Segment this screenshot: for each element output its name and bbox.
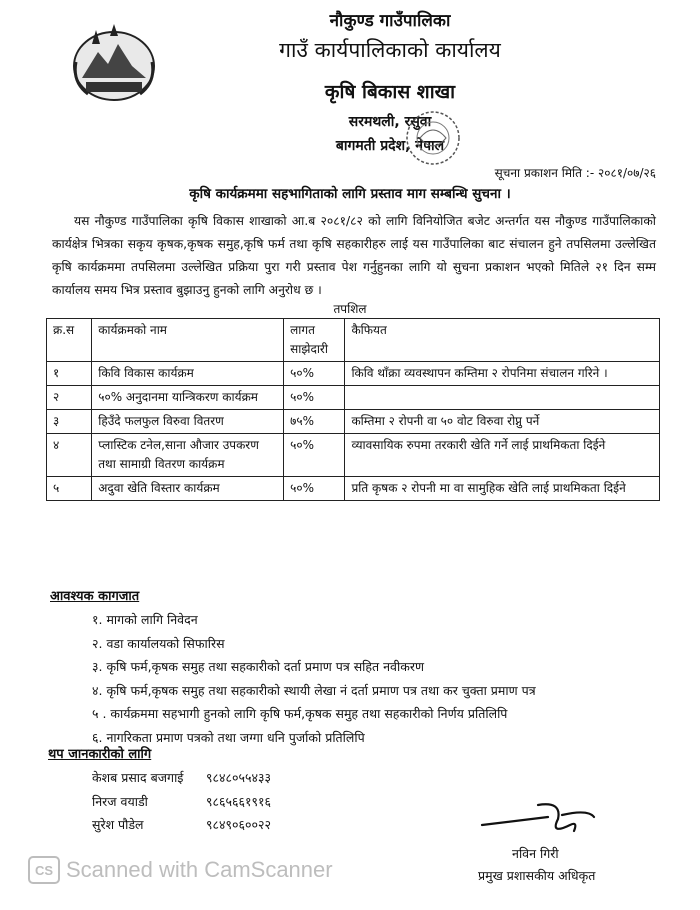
cell-cost-share: ५०% (284, 477, 345, 501)
list-item: १. मागको लागि निवेदन (92, 612, 198, 627)
camscanner-watermark (28, 856, 333, 884)
list-item: ५ . कार्यक्रममा सहभागी हुनको लागि कृषि फर्म,कृषक समुह तथा सहकारीको निर्णय प्रतिलिपि (92, 706, 508, 721)
office-name: गाउँ कार्यपालिकाको कार्यालय (279, 38, 501, 62)
signatory-name: नविन गिरी (512, 846, 559, 861)
cell-program: किवि विकास कार्यक्रम (92, 362, 284, 386)
cell-cost-share: ७५% (284, 410, 345, 434)
contacts-list (92, 766, 271, 837)
cell-remarks: प्रति कृषक २ रोपनी मा वा सामुहिक खेति लाई प्राथमिकता दिईने (345, 477, 660, 501)
cell-serial: ३ (47, 410, 92, 434)
details-heading: तपशिल (333, 302, 367, 316)
table-row (47, 386, 660, 410)
notice-subject: कृषि कार्यक्रममा सहभागिताको लागि प्रस्ताव माग सम्बन्धि सुचना । (189, 186, 511, 202)
contact-name: केशब प्रसाद बजगाई (92, 770, 184, 785)
province-line: बागमती प्रदेश, नेपाल (335, 138, 445, 154)
address-line: सरमथली, रसुवा (348, 114, 432, 130)
contact-name: निरज वयाडी (92, 793, 148, 809)
cell-cost-share: ५०% (284, 362, 345, 386)
contact-row (92, 790, 271, 814)
contact-phone: ९८४८०५५४३३ (206, 770, 272, 785)
signatory-title: प्रमुख प्रशासकीय अधिकृत (478, 868, 596, 883)
contact-row (92, 813, 271, 837)
cell-cost-share: ५०% (284, 386, 345, 410)
list-item: ३. कृषि फर्म,कृषक समुह तथा सहकारीको दर्ता प्रमाण पत्र सहित नवीकरण (92, 659, 424, 674)
documents-heading: आवश्यक कागजात (50, 589, 140, 604)
government-emblem (62, 22, 166, 106)
contact-phone: ९८४९०६००२२ (206, 817, 272, 832)
cell-program: ५०% अनुदानमा यान्त्रिकरण कार्यक्रम (92, 386, 284, 410)
list-item: ६. नागरिकता प्रमाण पत्रको तथा जग्गा धनि पुर्जाको प्रतिलिपि (92, 729, 365, 745)
watermark-text: Scanned with CamScanner (66, 857, 333, 882)
documents-list (92, 608, 536, 749)
table-row (47, 362, 660, 386)
cell-serial: २ (47, 386, 92, 410)
contact-row (92, 766, 271, 790)
cell-program: अदुवा खेति विस्तार कार्यक्रम (92, 477, 284, 501)
table-header-row (47, 319, 660, 362)
notice-date: सूचना प्रकाशन मिति :- २०८१/०७/२६ (494, 166, 656, 180)
table-row (47, 477, 660, 501)
list-item: ४. कृषि फर्म,कृषक समुह तथा सहकारीको स्थायी लेखा नं दर्ता प्रमाण पत्र तथा कर चुक्ता प्रमाण पत्र (92, 682, 536, 698)
camscanner-logo-icon: CS (28, 856, 60, 884)
office-stamp (398, 108, 468, 168)
table-row (47, 410, 660, 434)
cell-serial: १ (47, 362, 92, 386)
contact-phone: ९८६५६६१९१६ (206, 793, 272, 809)
cell-remarks (345, 386, 660, 410)
municipality-name: नौकुण्ड गाउँपालिका (329, 11, 451, 31)
header-serial: क्र.स (47, 319, 92, 362)
cell-program: प्लास्टिक टनेल,साना औजार उपकरण तथा सामाग्री वितरण कार्यक्रम (92, 434, 284, 477)
body-paragraph: यस नौकुण्ड गाउँपालिका कृषि विकास शाखाको आ.ब २०८१/८२ को लागि विनियोजित बजेट अन्तर्गत यस नौकुण्ड गाउँपालिकाको कार्यक्षेत्र भित्रका सकृय कृषक,कृषक समुह,कृषि फर्म तथा कृषि सहकारीहरु लाई यस गाउँपालिका बाट संचालन हुने तपसिलमा उल्लेखित कृषि कार्यक्रममा तपसिलमा उल्लेखित प्रक्रिया पुरा गरी प्रस्ताव पेश गर्नुहुनका लागि यो सुचना प्रकाशन भएको मितिले २१ दिन सम्म कार्यालय समय भित्र प्रस्ताव बुझाउनु हुनको लागि अनुरोध छ । (52, 214, 656, 297)
cell-serial: ४ (47, 434, 92, 477)
header-cost-share: लागत साझेदारी (284, 319, 345, 362)
header-remarks: कैफियत (345, 319, 660, 362)
section-name: कृषि बिकास शाखा (324, 81, 456, 103)
program-table (46, 318, 660, 501)
cell-cost-share: ५०% (284, 434, 345, 477)
header-program: कार्यक्रमको नाम (92, 319, 284, 362)
cell-program: हिउँदे फलफुल विरुवा वितरण (92, 410, 284, 434)
list-item: २. वडा कार्यालयको सिफारिस (92, 635, 225, 651)
cell-remarks: व्यावसायिक रुपमा तरकारी खेति गर्ने लाई प्राथमिकता दिईने (345, 434, 660, 477)
cell-remarks: किवि थाँक्रा व्यवस्थापन कम्तिमा २ रोपनिमा संचालन गरिने । (345, 362, 660, 386)
notice-body (52, 210, 656, 302)
cell-serial: ५ (47, 477, 92, 501)
table-row (47, 434, 660, 477)
cell-remarks: कम्तिमा २ रोपनी वा ५० वोट विरुवा रोप्नु पर्ने (345, 410, 660, 434)
contact-name: सुरेश पौडेल (92, 817, 144, 832)
handwritten-signature (478, 795, 598, 843)
contacts-heading: थप जानकारीको लागि (48, 747, 152, 762)
